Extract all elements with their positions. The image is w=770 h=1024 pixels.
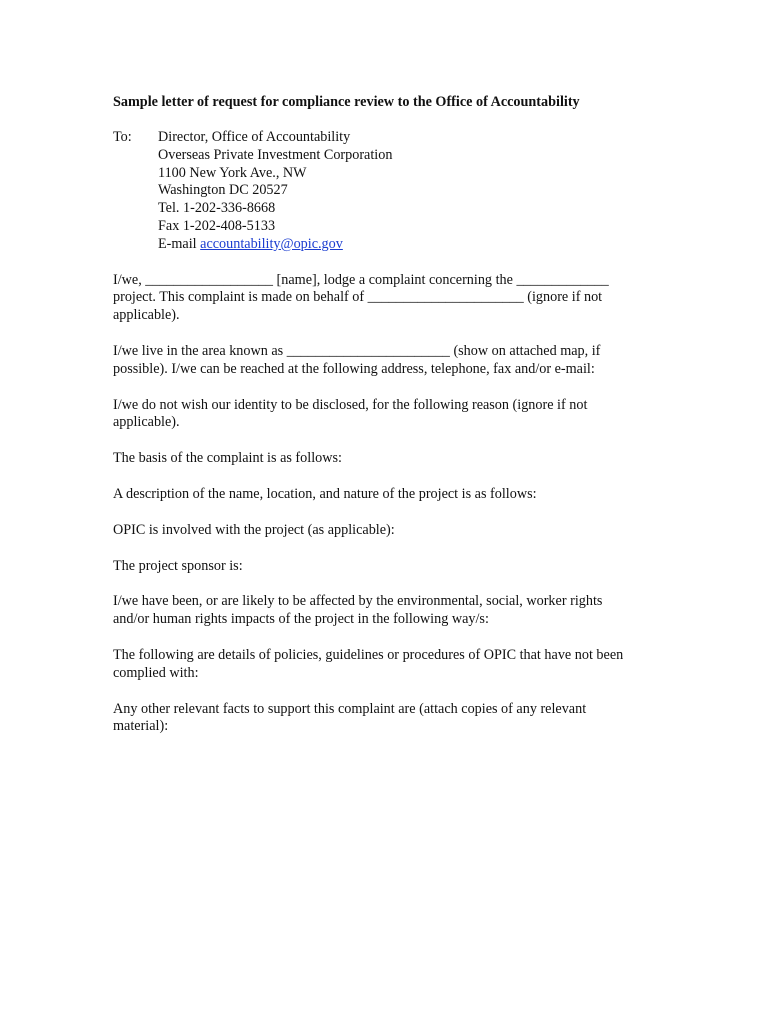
letter-page bbox=[113, 93, 673, 736]
paragraph-complaint-intro bbox=[113, 272, 673, 325]
addressee-organization: Overseas Private Investment Corporation bbox=[158, 146, 393, 163]
addressee-fax: Fax 1-202-408-5133 bbox=[158, 217, 276, 234]
email-link[interactable]: accountability@opic.gov bbox=[200, 235, 343, 252]
addressee-block bbox=[113, 129, 673, 254]
paragraph-line: The following are details of policies, guidelines or procedures of OPIC that have not been bbox=[113, 646, 624, 663]
document-title: Sample letter of request for compliance review to the Office of Accountability bbox=[113, 94, 580, 110]
paragraph-line: The basis of the complaint is as follows: bbox=[113, 450, 342, 467]
paragraph-line: applicable). bbox=[113, 307, 180, 324]
addressee-street: 1100 New York Ave., NW bbox=[158, 164, 307, 181]
paragraph-line: complied with: bbox=[113, 664, 199, 681]
paragraph-line: I/we have been, or are likely to be affected by the environmental, social, worker rights bbox=[113, 593, 603, 610]
paragraph-impacts bbox=[113, 593, 673, 629]
paragraph-line: possible). I/we can be reached at the following address, telephone, fax and/or e-mail: bbox=[113, 360, 595, 377]
paragraph-sponsor bbox=[113, 558, 673, 576]
paragraph-basis bbox=[113, 450, 673, 468]
paragraph-opic-involvement bbox=[113, 522, 673, 540]
paragraph-identity bbox=[113, 397, 673, 433]
paragraph-line: and/or human rights impacts of the project in the following way/s: bbox=[113, 611, 489, 628]
paragraph-line: applicable). bbox=[113, 414, 180, 431]
email-prefix: E-mail bbox=[158, 235, 201, 252]
paragraph-line: Any other relevant facts to support this complaint are (attach copies of any relevant bbox=[113, 700, 587, 717]
paragraph-area bbox=[113, 343, 673, 379]
paragraph-line: project. This complaint is made on behalf of ______________________ (ignore if not bbox=[113, 289, 603, 306]
addressee-lines bbox=[158, 129, 673, 254]
addressee-telephone: Tel. 1-202-336-8668 bbox=[158, 200, 276, 217]
paragraph-line: I/we live in the area known as _______________________ (show on attached map, if bbox=[113, 342, 601, 359]
paragraph-line: I/we, __________________ [name], lodge a complaint concerning the _____________ bbox=[113, 271, 609, 288]
addressee-email bbox=[158, 236, 673, 254]
paragraph-line: material): bbox=[113, 718, 169, 735]
paragraph-project-description bbox=[113, 486, 673, 504]
paragraph-line: The project sponsor is: bbox=[113, 557, 243, 574]
paragraph-line: I/we do not wish our identity to be disclosed, for the following reason (ignore if not bbox=[113, 396, 588, 413]
addressee-city: Washington DC 20527 bbox=[158, 182, 288, 199]
to-label: To: bbox=[113, 129, 132, 145]
addressee-title: Director, Office of Accountability bbox=[158, 129, 351, 145]
paragraph-line: A description of the name, location, and nature of the project is as follows: bbox=[113, 485, 537, 502]
paragraph-line: OPIC is involved with the project (as applicable): bbox=[113, 521, 395, 538]
paragraph-policies bbox=[113, 647, 673, 683]
paragraph-other-facts bbox=[113, 701, 673, 737]
